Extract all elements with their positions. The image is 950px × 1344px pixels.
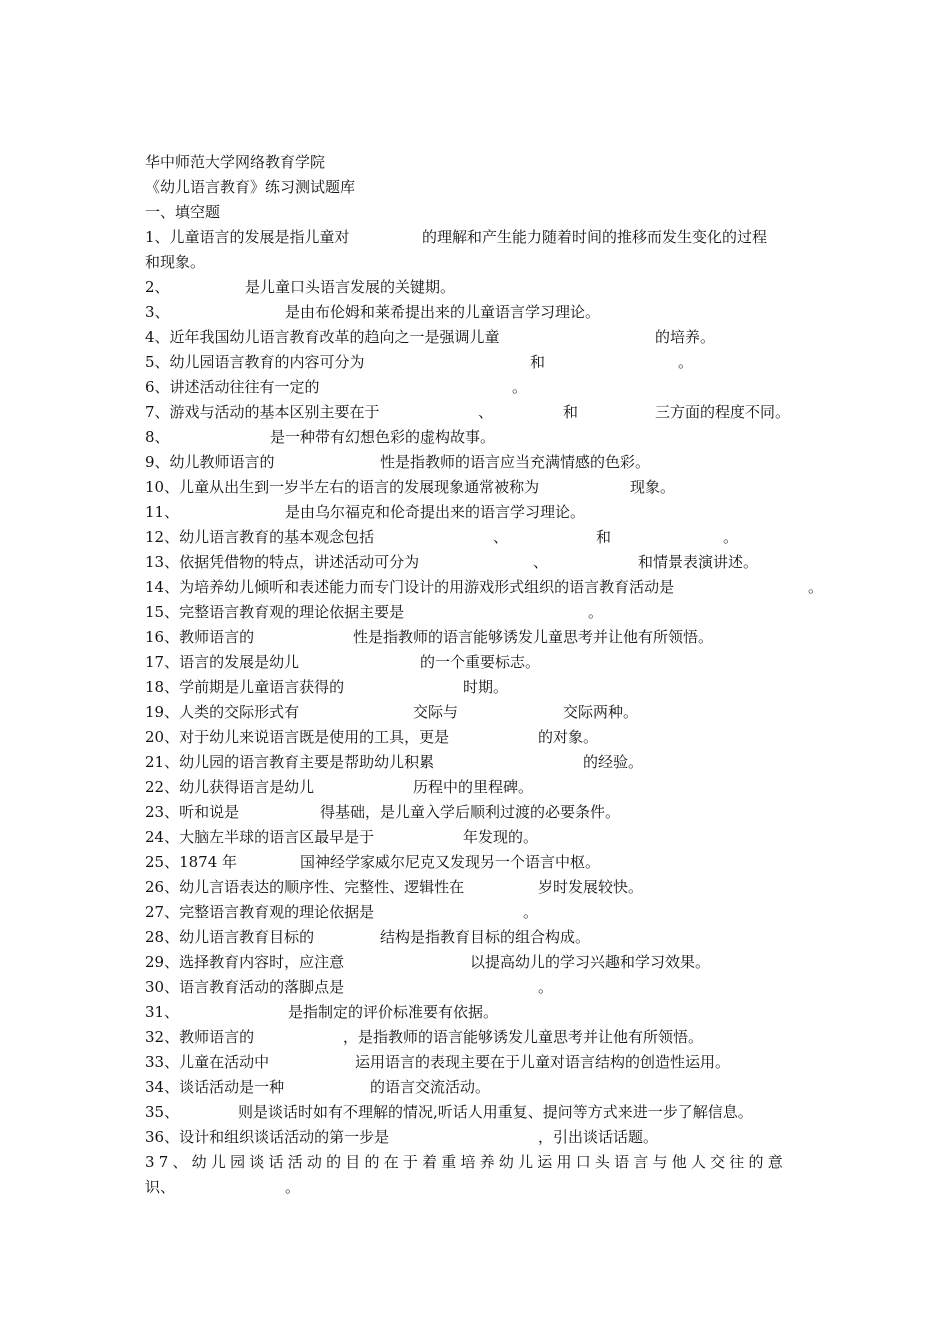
question-text: 13、依据凭借物的特点，讲述活动可分为 <box>145 553 420 571</box>
question-text: 、 <box>533 553 549 571</box>
question-text: 运用语言的表现主要在于儿童对语言结构的创造性运用。 <box>355 1053 731 1071</box>
question-text: 11、 <box>145 503 180 521</box>
question-text: 36、设计和组织谈话活动的第一步是 <box>145 1128 390 1146</box>
question-text: 时期。 <box>463 678 509 696</box>
question-text: 26、幼儿言语表达的顺序性、完整性、逻辑性在 <box>145 878 465 896</box>
question-text: 2、 <box>145 278 170 296</box>
question-text: 14、为培养幼儿倾听和表述能力而专门设计的用游戏形式组织的语言教育活动是 <box>145 578 675 596</box>
question-text: 34、谈话活动是一种 <box>145 1078 285 1096</box>
question-text: 性是指教师的语言应当充满情感的色彩。 <box>380 453 651 471</box>
question-text: 9、幼儿教师语言的 <box>145 453 275 471</box>
question-text: 7、游戏与活动的基本区别主要在于 <box>145 403 380 421</box>
question-text: 的经验。 <box>583 753 644 771</box>
question-text: 20、对于幼儿来说语言既是使用的工具，更是 <box>145 728 450 746</box>
question-text: 。 <box>678 353 694 371</box>
question-text: 和现象。 <box>145 253 206 271</box>
question-text: 交际两种。 <box>563 703 639 721</box>
question-text: 识、 <box>145 1178 176 1196</box>
question-text: 、 <box>493 528 509 546</box>
question-text: 。 <box>512 378 528 396</box>
question-text: 是一种带有幻想色彩的虚构故事。 <box>270 428 496 446</box>
question-text: 24、大脑左半球的语言区最早是于 <box>145 828 375 846</box>
question-text: 国神经学家威尔尼克又发现另一个语言中枢。 <box>300 853 601 871</box>
question-text: 37、幼儿园谈话活动的目的在于着重培养幼儿运用口头语言与他人交往的意 <box>145 1153 787 1171</box>
question-text: 的一个重要标志。 <box>420 653 541 671</box>
question-text: 1、儿童语言的发展是指儿童对 <box>145 228 350 246</box>
question-text: 三方面的程度不同。 <box>655 403 791 421</box>
question-text: 的理解和产生能力随着时间的推移而发生变化的过程 <box>422 228 768 246</box>
question-text: 。 <box>588 603 604 621</box>
question-text: 。 <box>523 903 539 921</box>
question-text: 历程中的里程碑。 <box>413 778 534 796</box>
question-text: 27、完整语言教育观的理论依据是 <box>145 903 375 921</box>
question-text: 性是指教师的语言能够诱发儿童思考并让他有所领悟。 <box>353 628 714 646</box>
question-text: 10、儿童从出生到一岁半左右的语言的发展现象通常被称为 <box>145 478 540 496</box>
question-text: 和 <box>563 403 579 421</box>
question-text: 5、幼儿园语言教育的内容可分为 <box>145 353 365 371</box>
question-text: 35、 <box>145 1103 180 1121</box>
question-text: 30、语言教育活动的落脚点是 <box>145 978 345 996</box>
question-text: 和 <box>530 353 546 371</box>
question-text: 33、儿童在活动中 <box>145 1053 270 1071</box>
question-text: 。 <box>808 578 824 596</box>
question-text: 16、教师语言的 <box>145 628 255 646</box>
question-text: 交际与 <box>413 703 459 721</box>
question-text: 以提高幼儿的学习兴趣和学习效果。 <box>470 953 711 971</box>
school-name: 华中师范大学网络教育学院 <box>145 153 326 171</box>
question-text: 19、人类的交际形式有 <box>145 703 300 721</box>
question-text: 现象。 <box>630 478 676 496</box>
question-text: 的对象。 <box>538 728 599 746</box>
question-text: 12、幼儿语言教育的基本观念包括 <box>145 528 375 546</box>
course-title: 《幼儿语言教育》练习测试题库 <box>145 178 356 196</box>
question-text: 15、完整语言教育观的理论依据主要是 <box>145 603 405 621</box>
question-text: 。 <box>538 978 554 996</box>
question-text: 32、教师语言的 <box>145 1028 255 1046</box>
question-text: 和 <box>596 528 612 546</box>
question-text: 岁时发展较快。 <box>538 878 644 896</box>
question-text: 得基础，是儿童入学后顺利过渡的必要条件。 <box>320 803 621 821</box>
question-text: 的培养。 <box>655 328 716 346</box>
question-text: 29、选择教育内容时，应注意 <box>145 953 345 971</box>
question-text: 17、语言的发展是幼儿 <box>145 653 300 671</box>
question-text: 3、 <box>145 303 170 321</box>
question-text: 是由布伦姆和莱希提出来的儿童语言学习理论。 <box>285 303 601 321</box>
question-text: 则是谈话时如有不理解的情况,听话人用重复、提问等方式来进一步了解信息。 <box>238 1103 753 1121</box>
question-text: 28、幼儿语言教育目标的 <box>145 928 315 946</box>
question-text: 是由乌尔福克和伦奇提出来的语言学习理论。 <box>285 503 586 521</box>
question-text: 22、幼儿获得语言是幼儿 <box>145 778 315 796</box>
question-text: ，引出谈话话题。 <box>538 1128 659 1146</box>
question-text: 和情景表演讲述。 <box>638 553 759 571</box>
question-text: 25、1874 年 <box>145 853 238 871</box>
question-text: 6、讲述活动往往有一定的 <box>145 378 320 396</box>
question-text: 年发现的。 <box>463 828 539 846</box>
section-heading: 一、填空题 <box>145 203 221 221</box>
question-text: 的语言交流活动。 <box>370 1078 491 1096</box>
question-text: 是儿童口头语言发展的关键期。 <box>245 278 456 296</box>
question-text: 结构是指教育目标的组合构成。 <box>380 928 591 946</box>
question-text: 8、 <box>145 428 170 446</box>
question-text: 、 <box>478 403 494 421</box>
question-text: 18、学前期是儿童语言获得的 <box>145 678 345 696</box>
question-text: 。 <box>723 528 739 546</box>
question-text: 21、幼儿园的语言教育主要是帮助幼儿积累 <box>145 753 435 771</box>
question-text: 是指制定的评价标准要有依据。 <box>288 1003 499 1021</box>
question-text: ，是指教师的语言能够诱发儿童思考并让他有所领悟。 <box>343 1028 704 1046</box>
question-text: 。 <box>285 1178 301 1196</box>
question-text: 4、近年我国幼儿语言教育改革的趋向之一是强调儿童 <box>145 328 500 346</box>
question-text: 23、听和说是 <box>145 803 240 821</box>
question-text: 31、 <box>145 1003 180 1021</box>
